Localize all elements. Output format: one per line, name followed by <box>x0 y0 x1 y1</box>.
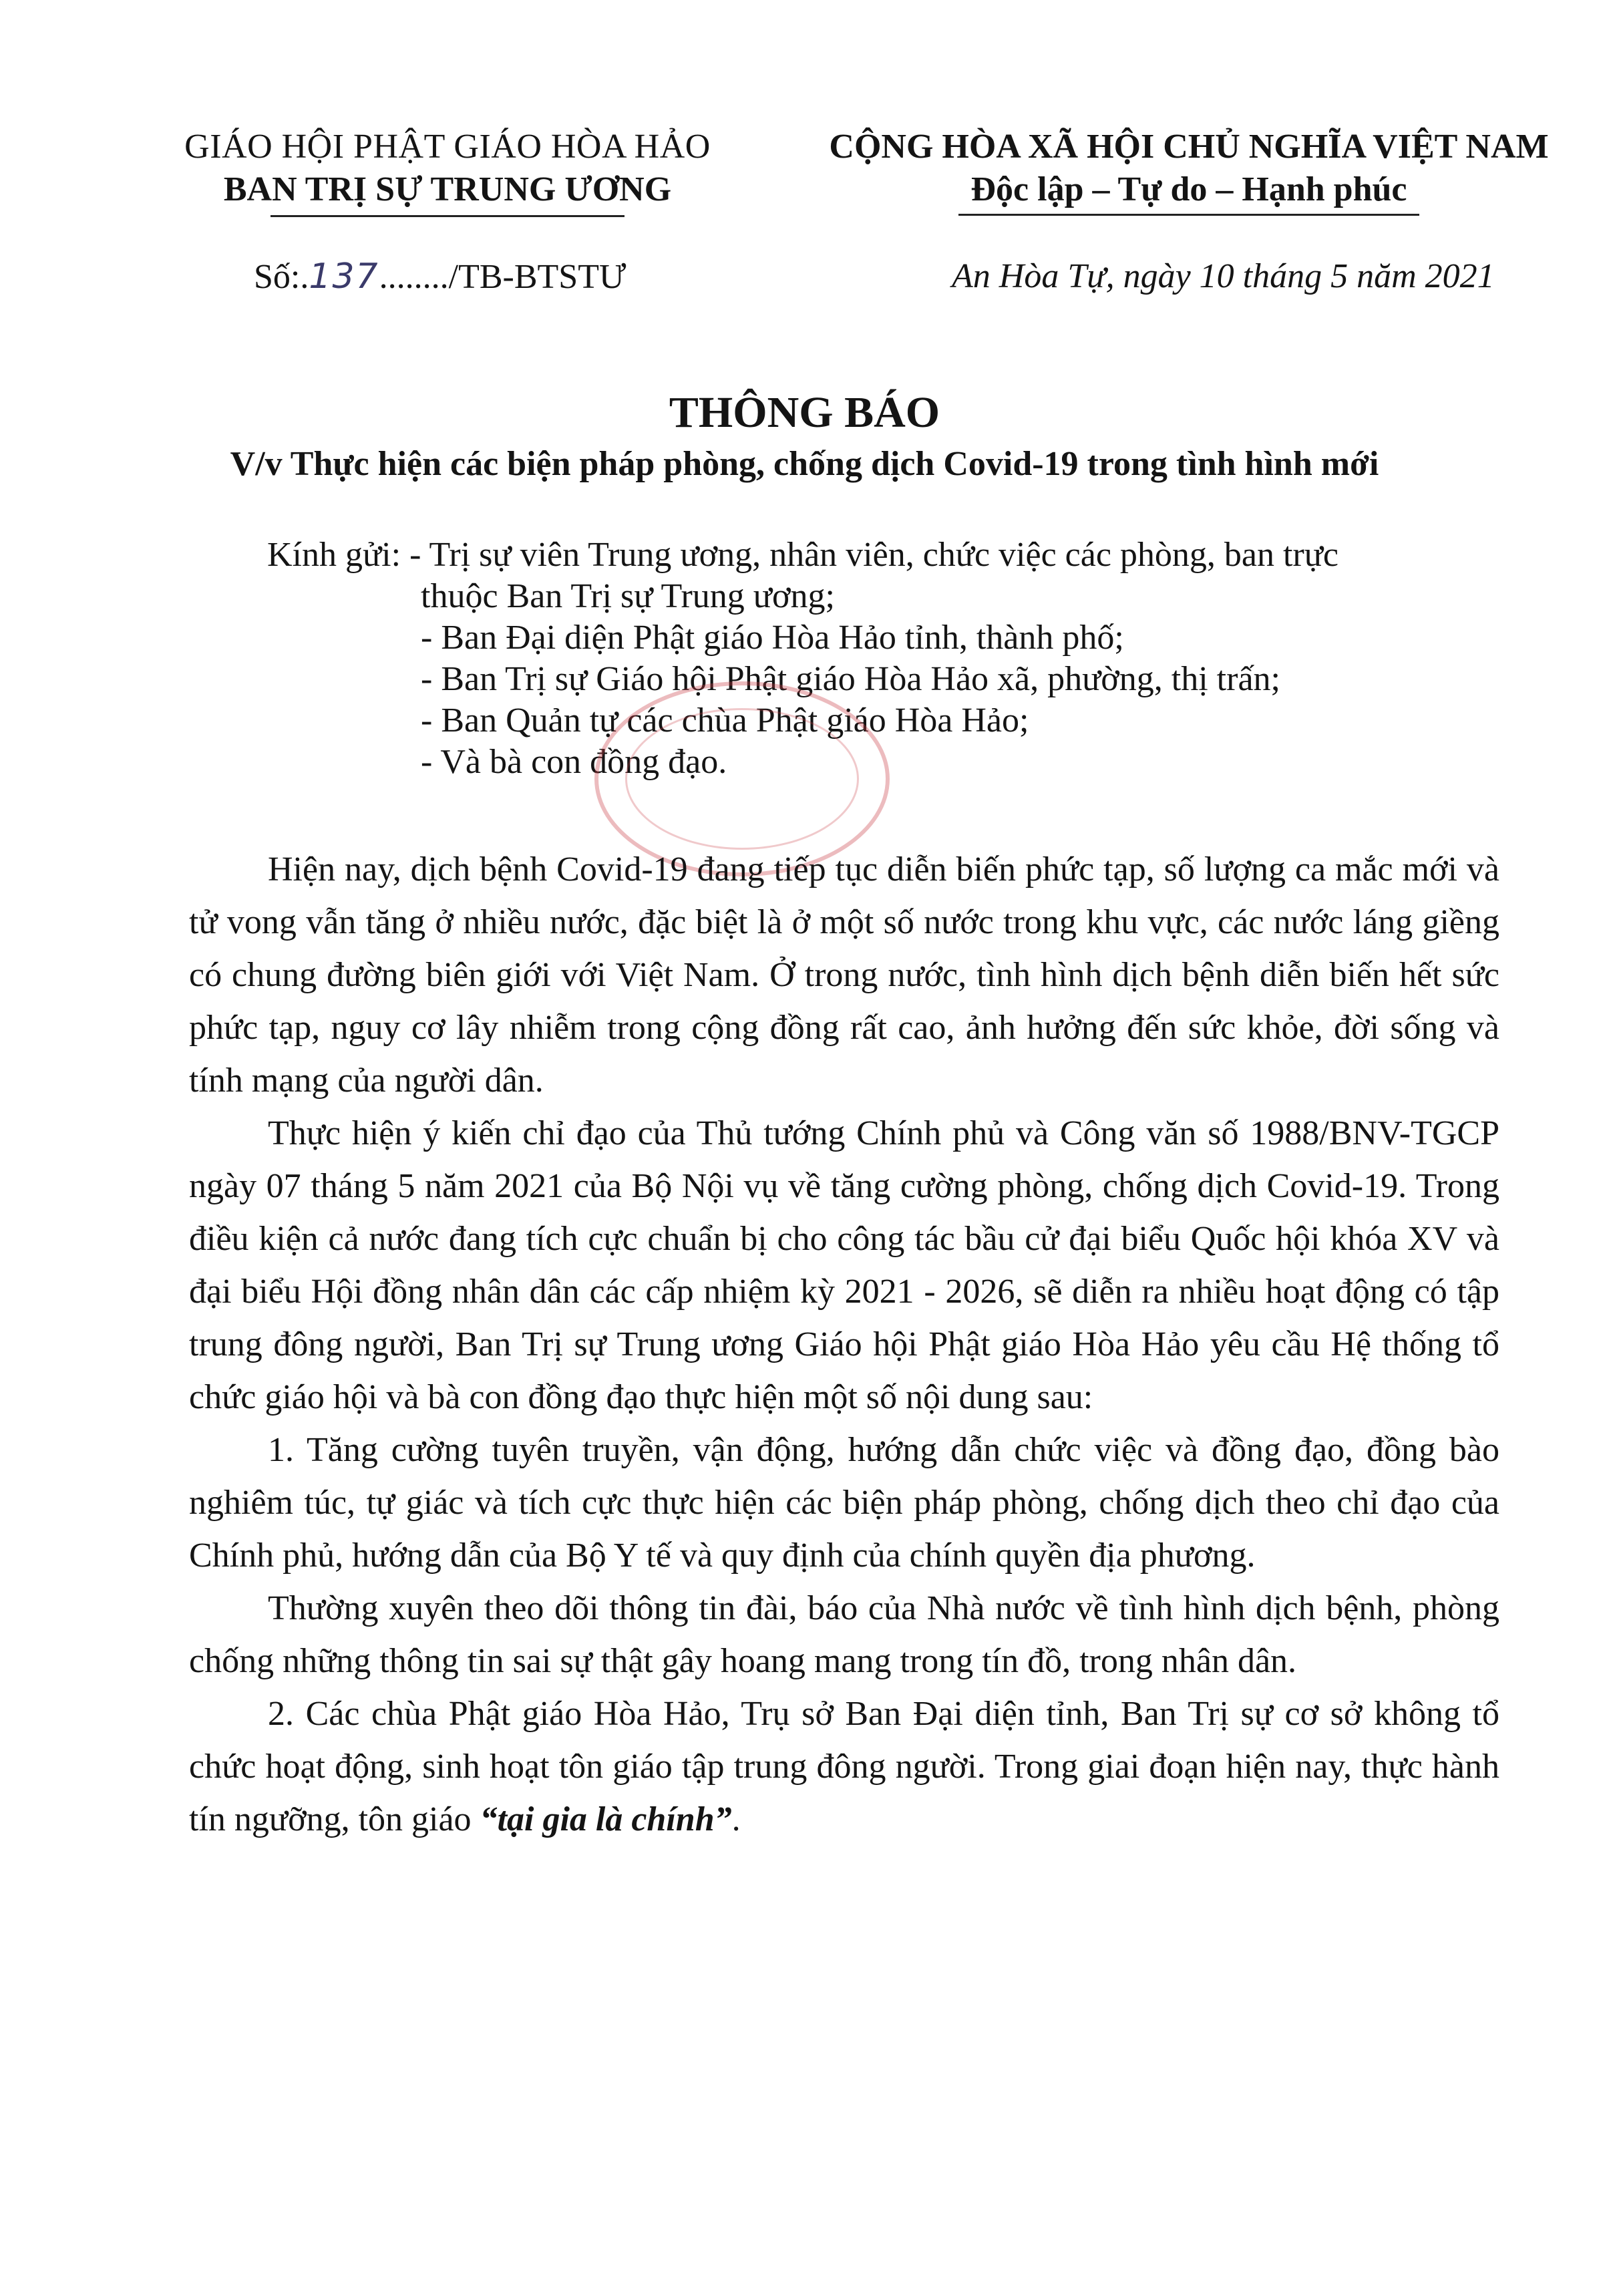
recipient-line: - Ban Đại diện Phật giáo Hòa Hảo tỉnh, thành phố; <box>421 619 1124 657</box>
paragraph <box>189 1687 1499 1846</box>
paragraph: Hiện nay, dịch bệnh Covid-19 đang tiếp tục diễn biến phức tạp, số lượng ca mắc mới và tử vong vẫn tăng ở nhiều nước, đặc biệt là ở một số nước trong khu vực, các nước láng giềng có chung đường biên giới với Việt Nam. Ở trong nước, tình hình dịch bệnh diễn biến hết sức phức tạp, nguy cơ lây nhiễm trong cộng đồng rất cao, ảnh hưởng đến sức khỏe, đời sống và tính mạng của người dân. <box>189 850 1499 1100</box>
document-subject: V/v Thực hiện các biện pháp phòng, chống dịch Covid-19 trong tình hình mới <box>230 445 1379 483</box>
motto-underline <box>958 214 1419 216</box>
paragraph-text: 2. Các chùa Phật giáo Hòa Hảo, Trụ sở Ban Đại diện tỉnh, Ban Trị sự cơ sở không tổ chức hoạt động, sinh hoạt tôn giáo tập trung đông người. Trong giai đoạn hiện nay, thực hành tín ngưỡng, tôn giáo <box>189 1695 1499 1838</box>
recipient-line: - Ban Trị sự Giáo hội Phật giáo Hòa Hảo xã, phường, thị trấn; <box>421 660 1280 698</box>
emphasis-text: “tại gia là chính” <box>480 1800 732 1838</box>
national-motto: Độc lập – Tự do – Hạnh phúc <box>970 170 1407 208</box>
recipient-line: - Ban Quản tự các chùa Phật giáo Hòa Hảo; <box>421 701 1029 740</box>
recipient-line: - Và bà con đồng đạo. <box>421 743 727 781</box>
organization-name: GIÁO HỘI PHẬT GIÁO HÒA HẢO <box>184 128 711 166</box>
handwritten-number: 137 <box>309 257 379 297</box>
department-name: BAN TRỊ SỰ TRUNG ƯƠNG <box>223 170 672 208</box>
document-title: THÔNG BÁO <box>669 388 940 437</box>
issuer-underline <box>271 215 624 217</box>
document-number-suffix: ......../TB-BTSTƯ <box>379 258 627 296</box>
document-number <box>254 255 626 299</box>
recipient-line: Kính gửi: - Trị sự viên Trung ương, nhân viên, chức việc các phòng, ban trực <box>267 536 1339 574</box>
paragraph: 1. Tăng cường tuyên truyền, vận động, hướng dẫn chức việc và đồng đạo, đồng bào nghiêm túc, tự giác và tích cực thực hiện các biện pháp phòng, chống dịch theo chỉ đạo của Chính phủ, hướng dẫn của Bộ Y tế và quy định của chính quyền địa phương. <box>189 1431 1499 1575</box>
national-header <box>788 126 1590 216</box>
document-number-prefix: Số:. <box>254 258 309 296</box>
place-and-date: An Hòa Tự, ngày 10 tháng 5 năm 2021 <box>952 257 1495 295</box>
nation-name: CỘNG HÒA XÃ HỘI CHỦ NGHĨA VIỆT NAM <box>829 128 1549 166</box>
paragraph: Thực hiện ý kiến chỉ đạo của Thủ tướng Chính phủ và Công văn số 1988/BNV-TGCP ngày 07 tháng 5 năm 2021 của Bộ Nội vụ về tăng cường phòng, chống dịch Covid-19. Trong điều kiện cả nước đang tích cực chuẩn bị cho công tác bầu cử đại biểu Quốc hội khóa XV và đại biểu Hội đồng nhân dân các cấp nhiệm kỳ 2021 - 2026, sẽ diễn ra nhiều hoạt động có tập trung đông người, Ban Trị sự Trung ương Giáo hội Phật giáo Hòa Hảo yêu cầu Hệ thống tổ chức giáo hội và bà con đồng đạo thực hiện một số nội dung sau: <box>189 1114 1499 1416</box>
paragraph: Thường xuyên theo dõi thông tin đài, báo của Nhà nước về tình hình dịch bệnh, phòng chống những thông tin sai sự thật gây hoang mang trong tín đồ, trong nhân dân. <box>189 1589 1499 1680</box>
seal-inner-ring <box>625 708 859 850</box>
issuer-block <box>154 126 741 217</box>
recipient-line: thuộc Ban Trị sự Trung ương; <box>421 577 835 615</box>
body-text <box>189 843 1499 1846</box>
paragraph-end: . <box>731 1800 741 1838</box>
